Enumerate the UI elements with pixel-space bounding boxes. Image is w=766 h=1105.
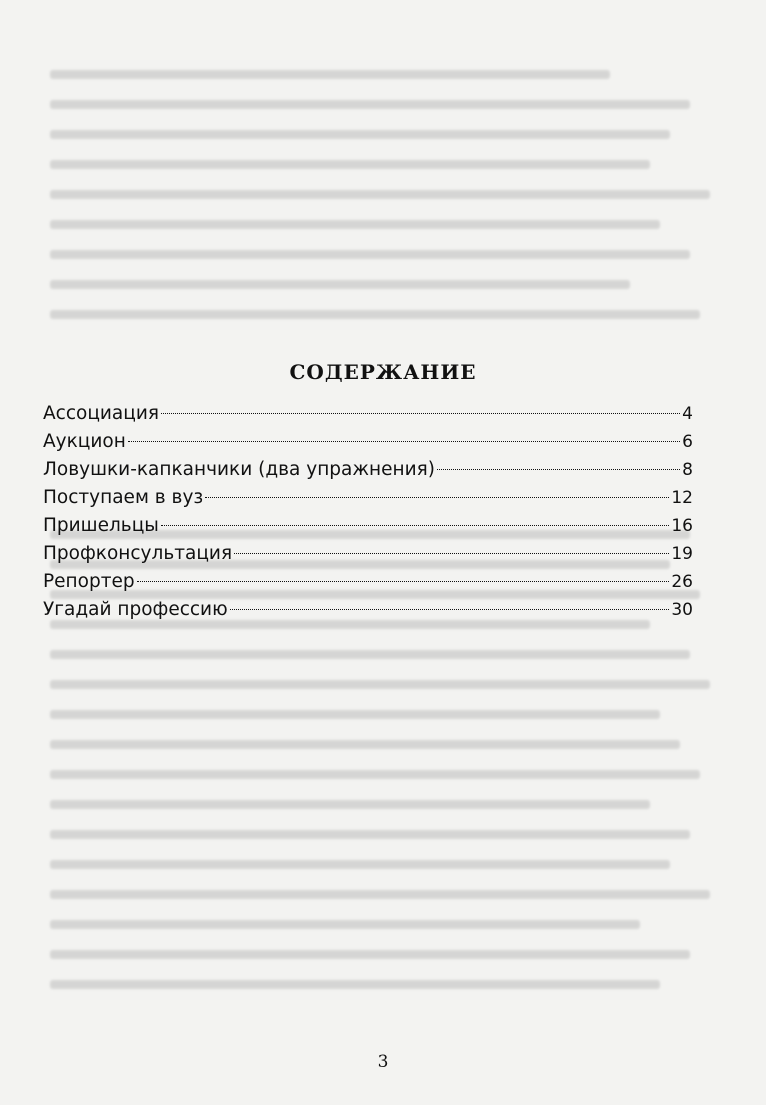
toc-leader-dots (234, 553, 669, 554)
toc-entry-label: Аукцион (43, 431, 126, 452)
toc-entry-page: 19 (671, 544, 693, 564)
toc-entry-auction[interactable] (43, 428, 693, 456)
toc-entry-page: 8 (682, 460, 693, 480)
toc-entry-aliens[interactable] (43, 512, 693, 540)
toc-entry-label: Поступаем в вуз (43, 487, 204, 508)
toc-entry-label: Ловушки-капканчики (два упражнения) (43, 459, 435, 480)
toc-entry-career-consulting[interactable] (43, 540, 693, 568)
toc-entry-guess-profession[interactable] (43, 596, 693, 624)
toc-entry-page: 6 (682, 432, 693, 452)
toc-leader-dots (205, 497, 669, 498)
toc-entry-label: Ассоциация (43, 403, 160, 424)
toc-entry-label: Профконсультация (43, 543, 233, 564)
toc-entry-page: 12 (671, 488, 693, 508)
toc-entry-page: 4 (682, 404, 693, 424)
toc-entry-label: Угадай профессию (43, 599, 228, 620)
page-number: 3 (377, 1052, 389, 1072)
toc-entry-label: Репортер (43, 571, 135, 592)
toc-entry-reporter[interactable] (43, 568, 693, 596)
toc-leader-dots (437, 469, 680, 470)
toc-entry-label: Пришельцы (43, 515, 159, 536)
toc-entry-page: 30 (671, 600, 693, 620)
table-of-contents (43, 400, 693, 624)
toc-leader-dots (230, 609, 670, 610)
toc-entry-university[interactable] (43, 484, 693, 512)
toc-leader-dots (161, 413, 680, 414)
toc-leader-dots (128, 441, 680, 442)
toc-leader-dots (137, 581, 670, 582)
toc-leader-dots (161, 525, 669, 526)
toc-entry-page: 26 (671, 572, 693, 592)
toc-entry-page: 16 (671, 516, 693, 536)
toc-entry-association[interactable] (43, 400, 693, 428)
toc-entry-traps[interactable] (43, 456, 693, 484)
page-title: СОДЕРЖАНИЕ (289, 360, 477, 384)
